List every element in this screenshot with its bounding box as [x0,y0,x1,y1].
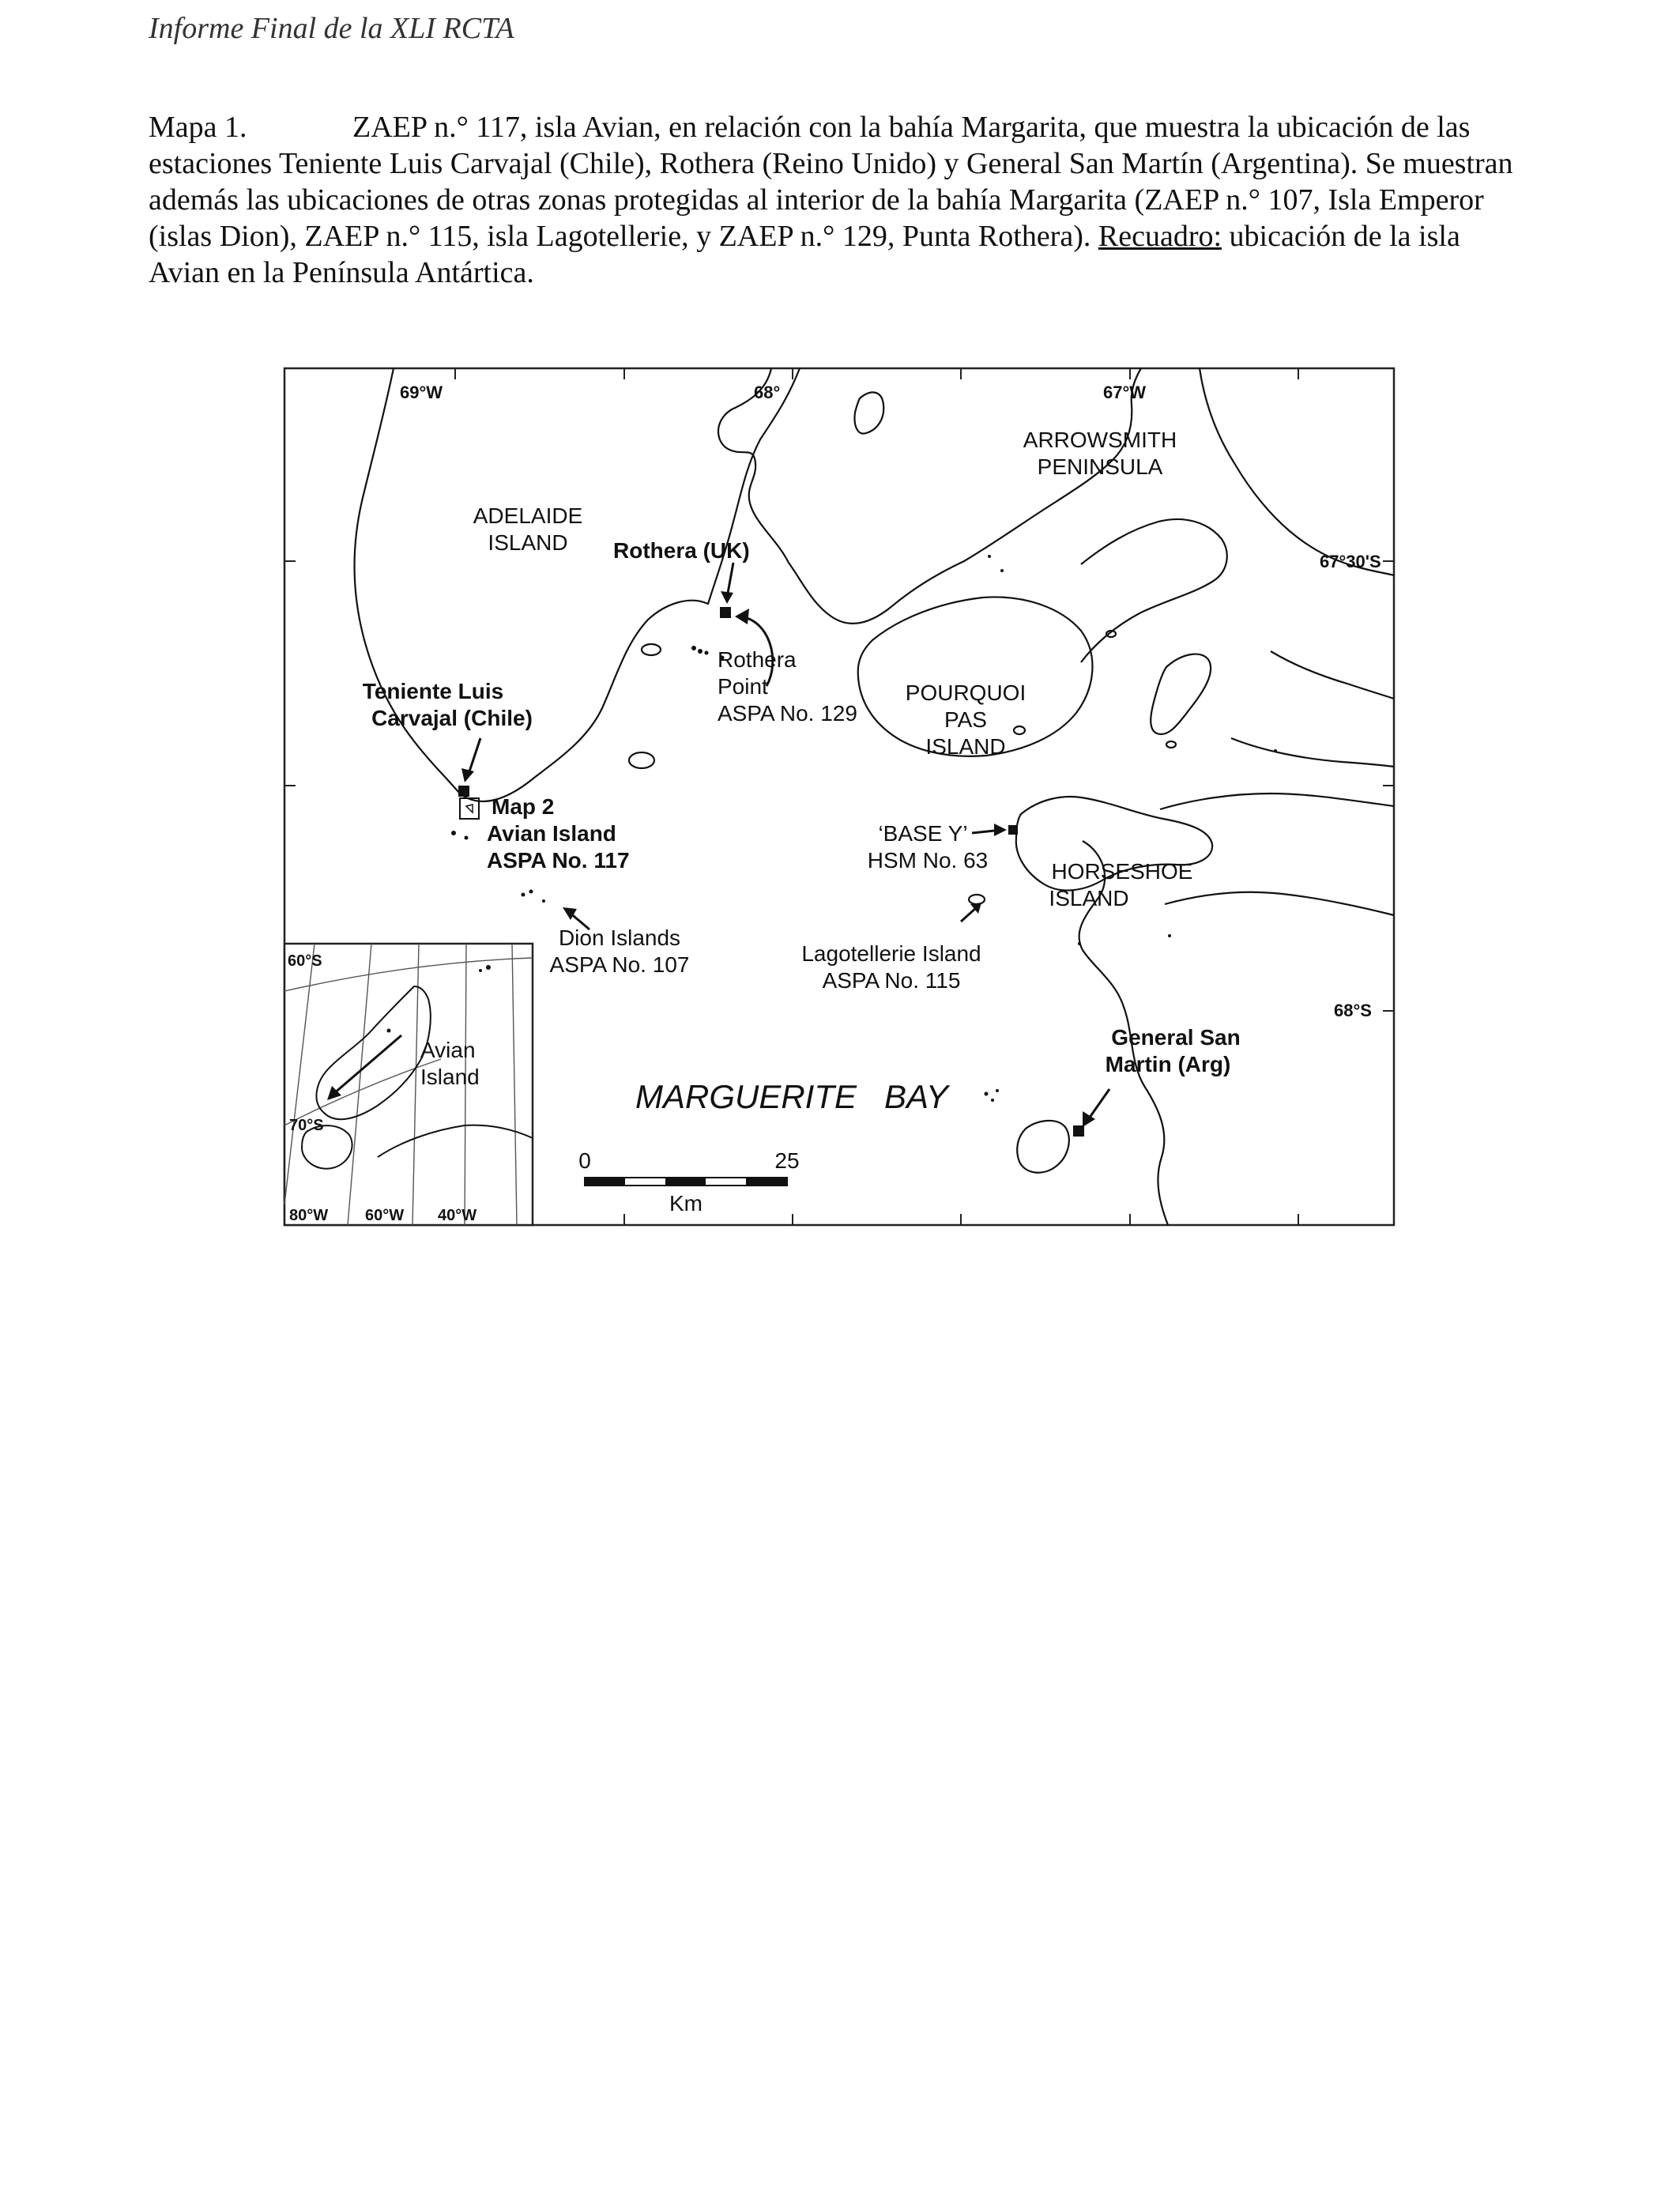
inset-lat-70-label: 70°S [289,1117,324,1134]
base-y-marker [1008,825,1018,835]
caption-inset-text: ubicación de la isla Avian en la Península Antártica. [149,220,1460,289]
lagotellerie-label-1: Lagotellerie Island [801,941,981,966]
pourquoi-pas-label-3: ISLAND [925,734,1006,759]
inset-lon-80-label: 80°W [289,1207,329,1224]
rothera-point-label-3: ASPA No. 129 [718,701,857,726]
marguerite-bay-label: MARGUERITE BAY [635,1078,948,1115]
lon-68-label: 68° [754,383,781,402]
base-y-label-2: HSM No. 63 [867,848,989,873]
map-figure [283,367,1396,1227]
caption-label: Mapa 1. [149,111,247,144]
rothera-label: Rothera (UK) [613,538,750,563]
map-caption [149,109,1531,291]
horseshoe-label-1: HORSESHOE [1051,859,1193,884]
inset-avian-label-1: Avian [420,1038,476,1062]
lat-6730-label: 67°30'S [1320,552,1381,571]
lat-68-label: 68°S [1334,1001,1372,1020]
pourquoi-pas-label-2: PAS [944,707,987,732]
avian-label-1: Avian Island [487,821,616,846]
lagotellerie-label-2: ASPA No. 115 [822,968,961,993]
rothera-point-label-1: Rothera [718,647,797,672]
base-y-label-1: ‘BASE Y’ [878,821,968,846]
running-header: Informe Final de la XLI RCTA [149,12,514,45]
carvajal-label-2: Carvajal (Chile) [371,706,533,730]
dion-label-1: Dion Islands [558,925,681,950]
map2-label: Map 2 [492,794,555,819]
carvajal-station-marker [458,786,469,797]
avian-label-2: ASPA No. 117 [487,848,630,873]
carvajal-label-1: Teniente Luis [362,679,504,703]
dion-label-2: ASPA No. 107 [549,952,690,977]
san-martin-label-1: General San [1111,1025,1241,1050]
lon-69-label: 69°W [400,383,443,402]
scale-unit-label: Km [669,1191,703,1216]
inset-lat-60-label: 60°S [288,952,322,970]
map-canvas [283,367,1396,1227]
arrowsmith-label-2: PENINSULA [1037,454,1163,479]
caption-inset-label: Recuadro: [1098,220,1222,253]
pourquoi-pas-label-1: POURQUOI [905,680,1026,705]
lon-67-label: 67°W [1103,383,1147,402]
adelaide-label-2: ISLAND [488,530,568,555]
rothera-station-marker [720,607,731,618]
san-martin-label-2: Martin (Arg) [1105,1052,1231,1076]
inset-lon-40-label: 40°W [438,1207,477,1224]
horseshoe-label-2: ISLAND [1049,886,1129,910]
inset-avian-label-2: Island [420,1065,480,1089]
arrowsmith-label-1: ARROWSMITH [1023,428,1177,452]
adelaide-label-1: ADELAIDE [473,503,583,528]
inset-map [284,944,533,1225]
san-martin-station-marker [1073,1125,1084,1137]
scale-end-label: 25 [774,1148,800,1173]
rothera-point-label-2: Point [718,674,768,699]
scale-start-label: 0 [578,1148,591,1173]
caption-text: ZAEP n.° 117, isla Avian, en relación con la bahía Margarita, que muestra la ubicación de las estaciones Teniente Luis Carvajal (Chile), Rothera (Reino Unido) y General San Martín (Argentina). Se muestran además las ubicaciones de otras zonas protegidas al interior de la bahía Margarita (ZAEP n.° 107, Isla Emperor (islas Dion), ZAEP n.° 115, isla Lagotellerie, y ZAEP n.° 129, Punta Rothera). [149,111,1513,253]
inset-lon-60-label: 60°W [365,1207,405,1224]
inset-frame [284,944,533,1225]
